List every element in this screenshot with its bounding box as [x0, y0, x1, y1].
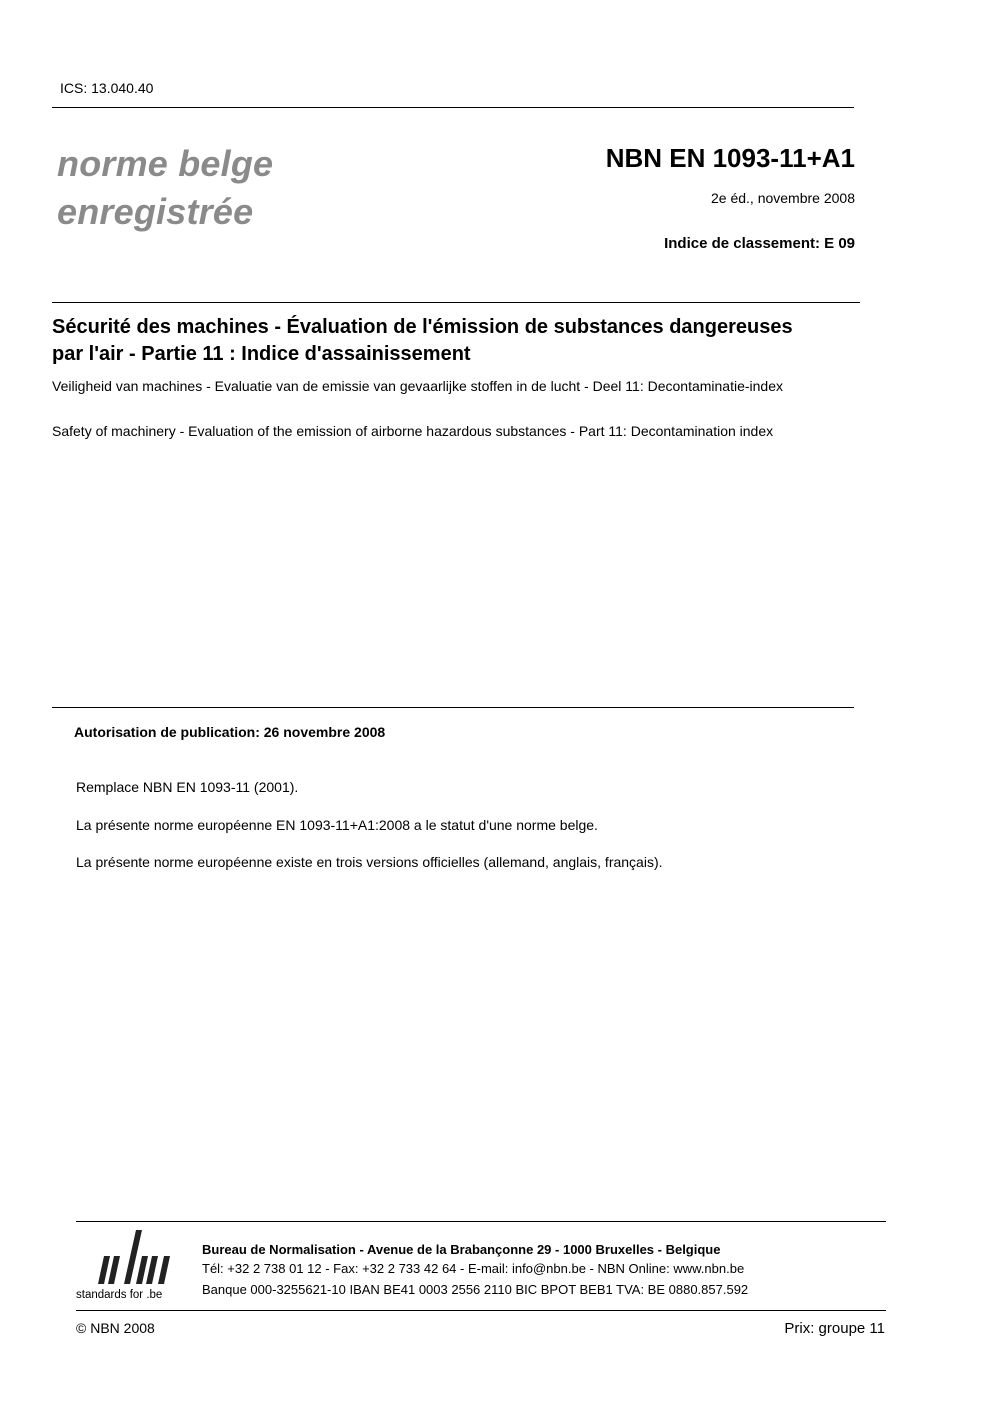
title-english: Safety of machinery - Evaluation of the emission of airborne hazardous substances - Part 11: Decontamination index [52, 423, 774, 439]
footer-contact: Tél: +32 2 738 01 12 - Fax: +32 2 733 42 64 - E-mail: info@nbn.be - NBN Online: www.nbn.be [202, 1261, 745, 1276]
copyright: © NBN 2008 [76, 1320, 155, 1336]
footer-address: Bureau de Normalisation - Avenue de la Brabançonne 29 - 1000 Bruxelles - Belgique [202, 1242, 721, 1257]
classification-index: Indice de classement: E 09 [664, 235, 855, 252]
brand-line-2: enregistrée [57, 191, 254, 232]
publication-authorisation: Autorisation de publication: 26 novembre 2008 [74, 724, 386, 740]
standard-number: NBN EN 1093-11+A1 [605, 143, 855, 173]
logo-tagline: standards for .be [76, 1289, 163, 1301]
footer-bank: Banque 000-3255621-10 IBAN BE41 0003 2556 2110 BIC BPOT BEB1 TVA: BE 0880.857.592 [202, 1282, 749, 1297]
edition-date: 2e éd., novembre 2008 [711, 190, 855, 206]
status-paragraph: La présente norme européenne EN 1093-11+A1:2008 a le statut d'une norme belge. [76, 817, 598, 833]
title-dutch: Veiligheid van machines - Evaluatie van de emissie van gevaarlijke stoffen in de lucht - Deel 11: Decontaminatie-index [52, 378, 784, 394]
footer-bottom-rule [76, 1310, 886, 1311]
ics-code: ICS: 13.040.40 [60, 80, 154, 96]
header-rule [52, 107, 854, 108]
nbn-logo-mark-icon [90, 1228, 180, 1288]
title-bottom-rule [52, 707, 854, 708]
replaces-paragraph: Remplace NBN EN 1093-11 (2001). [76, 779, 299, 795]
nbn-logo [76, 1228, 186, 1308]
brand-line-1: norme belge [57, 143, 274, 184]
title-french: Sécurité des machines - Évaluation de l'émission de substances dangereuses par l'air - Partie 11 : Indice d'assainissement [52, 316, 793, 365]
footer-top-rule [76, 1221, 886, 1222]
versions-paragraph: La présente norme européenne existe en trois versions officielles (allemand, anglais, français). [76, 854, 663, 870]
price-group: Prix: groupe 11 [784, 1320, 885, 1337]
title-top-rule [52, 302, 860, 303]
